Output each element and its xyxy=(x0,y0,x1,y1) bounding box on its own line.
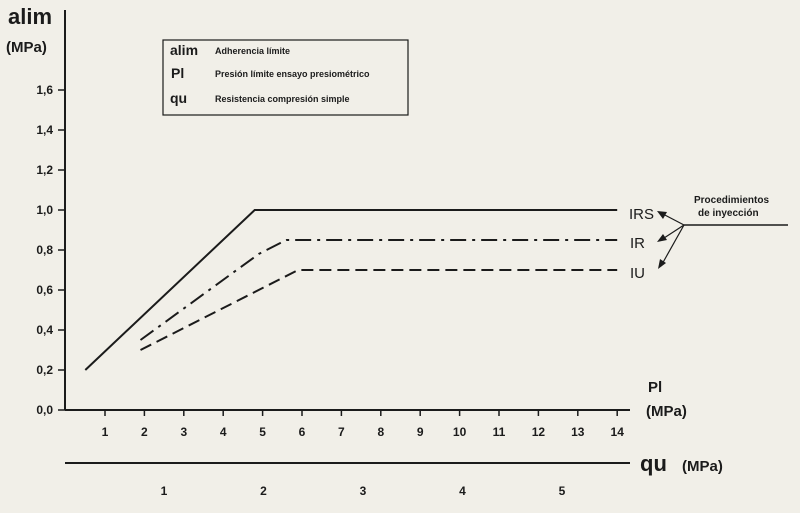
x-tick-label: 8 xyxy=(377,425,385,439)
y-tick-label: 1,6 xyxy=(36,83,53,97)
y-tick-label: 0,6 xyxy=(36,283,53,297)
x-tick-label: 3 xyxy=(180,425,188,439)
x-tick-label: 7 xyxy=(338,425,345,439)
y-tick-label: 0,8 xyxy=(36,243,53,257)
legend xyxy=(163,40,408,115)
y-tick-label: 1,2 xyxy=(36,163,53,177)
secondary-x-tick-label: 2 xyxy=(260,484,267,498)
y-axis-label-main: alim xyxy=(8,4,53,29)
y-axis-label-unit: (MPa) xyxy=(6,39,47,56)
x-tick-label: 14 xyxy=(610,425,624,439)
x-tick-label: 6 xyxy=(298,425,306,439)
x-tick-label: 13 xyxy=(571,425,585,439)
x-tick-label: 9 xyxy=(416,425,424,439)
secondary-x-axis-label-main: qu xyxy=(640,451,667,476)
arrowhead-iu xyxy=(658,259,666,269)
y-axis-ticks xyxy=(36,83,65,417)
x-tick-label: 10 xyxy=(452,425,467,439)
legend-symbol-alim: alim xyxy=(170,42,199,58)
legend-symbol-qu: qu xyxy=(170,90,188,106)
legend-symbol-pl: Pl xyxy=(171,65,185,81)
x-tick-label: 11 xyxy=(492,425,506,439)
series-line-iu xyxy=(141,270,618,350)
x-axis-label-main: Pl xyxy=(648,379,663,396)
y-tick-label: 0,0 xyxy=(36,403,53,417)
arrowhead-ir xyxy=(657,234,667,242)
y-tick-label: 1,0 xyxy=(36,203,53,217)
x-axis-ticks xyxy=(102,410,625,439)
legend-text-alim: Adherencia límite xyxy=(215,46,291,56)
y-tick-label: 1,4 xyxy=(36,123,53,137)
annotation-pointer xyxy=(657,211,788,269)
series-label-iu: IU xyxy=(630,265,645,282)
x-axis-label-unit: (MPa) xyxy=(646,403,687,420)
x-tick-label: 2 xyxy=(141,425,148,439)
series-label-irs: IRS xyxy=(629,206,655,223)
x-tick-label: 12 xyxy=(531,425,546,439)
annotation-arrow-iu xyxy=(661,225,684,266)
secondary-x-tick-label: 1 xyxy=(160,484,168,498)
secondary-x-tick-label: 3 xyxy=(359,484,367,498)
annotation-line2: de inyección xyxy=(698,208,759,219)
secondary-x-tick-label: 5 xyxy=(558,484,566,498)
y-tick-label: 0,4 xyxy=(36,323,53,337)
secondary-x-axis-label-unit: (MPa) xyxy=(682,458,723,475)
secondary-x-axis-ticks xyxy=(161,484,566,498)
y-tick-label: 0,2 xyxy=(36,363,53,377)
x-tick-label: 4 xyxy=(219,425,227,439)
x-tick-label: 5 xyxy=(259,425,266,439)
legend-text-pl: Presión límite ensayo presiométrico xyxy=(215,69,370,79)
secondary-x-tick-label: 4 xyxy=(459,484,466,498)
series-line-ir xyxy=(141,240,618,340)
x-tick-label: 1 xyxy=(101,425,109,439)
series-line-irs xyxy=(85,210,617,370)
annotation-line1: Procedimientos xyxy=(694,195,770,206)
series-label-ir: IR xyxy=(630,235,645,252)
legend-text-qu: Resistencia compresión simple xyxy=(215,94,350,104)
